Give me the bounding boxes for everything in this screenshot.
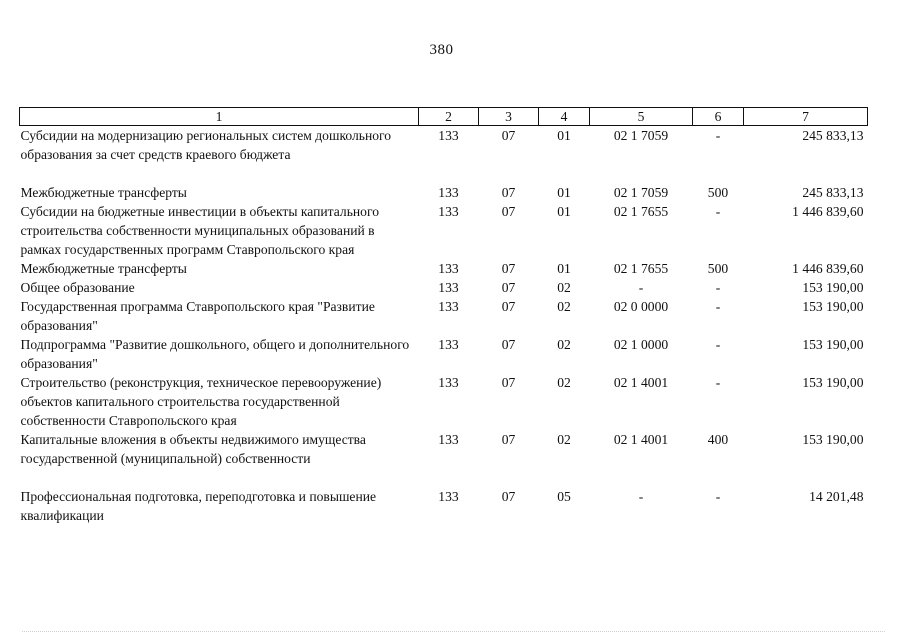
column-header: 1 [20, 108, 419, 126]
row-name: Субсидии на модернизацию региональных систем дошкольного образования за счет средств краевого бюджета [20, 128, 392, 162]
row-name: Строительство (реконструкция, техническое перевооружение) объектов капитального строительства государственной собственности Ставропольского края [20, 375, 382, 428]
cell-code-2: 133 [438, 204, 459, 219]
cell-code-6: - [715, 489, 721, 504]
column-header: 2 [419, 108, 479, 126]
budget-table [19, 107, 868, 525]
cell-code-3: 07 [501, 280, 516, 295]
cell-code-3: 07 [501, 299, 516, 314]
cell-code-5: - [638, 280, 644, 295]
cell-code-6: - [715, 337, 721, 352]
cell-code-2: 133 [438, 337, 459, 352]
cell-code-6: - [715, 299, 721, 314]
table-row [20, 487, 868, 525]
column-header: 6 [693, 108, 744, 126]
table-row [20, 278, 868, 297]
cell-amount: 1 446 839,60 [792, 204, 864, 219]
cell-code-6: - [715, 280, 721, 295]
cell-code-6: - [715, 204, 721, 219]
cell-code-4: 05 [557, 489, 571, 504]
table-row [20, 183, 868, 202]
cell-code-4: 01 [557, 185, 571, 200]
table-row [20, 297, 868, 335]
cell-code-2: 133 [438, 128, 459, 143]
cell-code-6: 400 [707, 432, 729, 447]
row-name: Капитальные вложения в объекты недвижимого имущества государственной (муниципальной) собственности [20, 432, 366, 466]
cell-code-4: 01 [557, 204, 571, 219]
cell-code-3: 07 [501, 489, 516, 504]
cell-code-5: 02 1 4001 [613, 432, 669, 447]
cell-code-3: 07 [501, 337, 516, 352]
cell-code-5: 02 0 0000 [613, 299, 669, 314]
cell-code-6: 500 [707, 261, 729, 276]
cell-code-3: 07 [501, 204, 516, 219]
table-row [20, 126, 868, 184]
cell-code-5: 02 1 7059 [613, 185, 669, 200]
cell-code-4: 02 [557, 337, 571, 352]
cell-code-4: 02 [557, 299, 571, 314]
row-name: Межбюджетные трансферты [20, 185, 187, 200]
cell-code-4: 02 [557, 280, 571, 295]
cell-code-2: 133 [438, 185, 459, 200]
cell-amount: 153 190,00 [802, 280, 864, 295]
cell-code-3: 07 [501, 432, 516, 447]
row-name: Межбюджетные трансферты [20, 261, 187, 276]
cell-code-6: - [715, 128, 721, 143]
column-header: 7 [744, 108, 868, 126]
table-row [20, 430, 868, 487]
cell-amount: 14 201,48 [809, 489, 864, 504]
cell-code-4: 02 [557, 432, 571, 447]
cell-code-4: 01 [557, 261, 571, 276]
cell-code-3: 07 [501, 261, 516, 276]
table-header-row [20, 108, 868, 126]
cell-amount: 153 190,00 [802, 337, 864, 352]
cell-code-3: 07 [501, 375, 516, 390]
cell-amount: 245 833,13 [802, 128, 864, 143]
cell-code-4: 01 [557, 128, 571, 143]
cell-amount: 1 446 839,60 [792, 261, 864, 276]
table-row [20, 373, 868, 430]
cell-code-2: 133 [438, 432, 459, 447]
column-header: 5 [590, 108, 693, 126]
cell-amount: 153 190,00 [802, 375, 864, 390]
column-header: 3 [479, 108, 539, 126]
row-name: Субсидии на бюджетные инвестиции в объекты капитального строительства собственности муниципальных образований в рамках государственных программ Ставропольского края [20, 204, 380, 257]
cell-code-2: 133 [438, 375, 459, 390]
table-row [20, 202, 868, 259]
column-header: 4 [539, 108, 590, 126]
scan-artifact-line [22, 631, 885, 633]
table-row [20, 335, 868, 373]
cell-code-5: - [638, 489, 644, 504]
cell-amount: 153 190,00 [802, 299, 864, 314]
cell-code-2: 133 [438, 261, 459, 276]
cell-code-3: 07 [501, 128, 516, 143]
cell-code-5: 02 1 4001 [613, 375, 669, 390]
cell-code-5: 02 1 7655 [613, 261, 669, 276]
cell-code-5: 02 1 7059 [613, 128, 669, 143]
cell-code-2: 133 [438, 489, 459, 504]
cell-code-5: 02 1 0000 [613, 337, 669, 352]
cell-amount: 153 190,00 [802, 432, 864, 447]
cell-code-5: 02 1 7655 [613, 204, 669, 219]
table-row [20, 259, 868, 278]
cell-code-2: 133 [438, 299, 459, 314]
cell-code-2: 133 [438, 280, 459, 295]
row-name: Государственная программа Ставропольского края "Развитие образования" [20, 299, 375, 333]
row-name: Профессиональная подготовка, переподготовка и повышение квалификации [20, 489, 377, 523]
row-name: Общее образование [20, 280, 135, 295]
row-name: Подпрограмма "Развитие дошкольного, общего и дополнительного образования" [20, 337, 410, 371]
cell-code-3: 07 [501, 185, 516, 200]
cell-amount: 245 833,13 [802, 185, 864, 200]
page-number: 380 [429, 42, 454, 58]
cell-code-4: 02 [557, 375, 571, 390]
cell-code-6: - [715, 375, 721, 390]
cell-code-6: 500 [707, 185, 729, 200]
